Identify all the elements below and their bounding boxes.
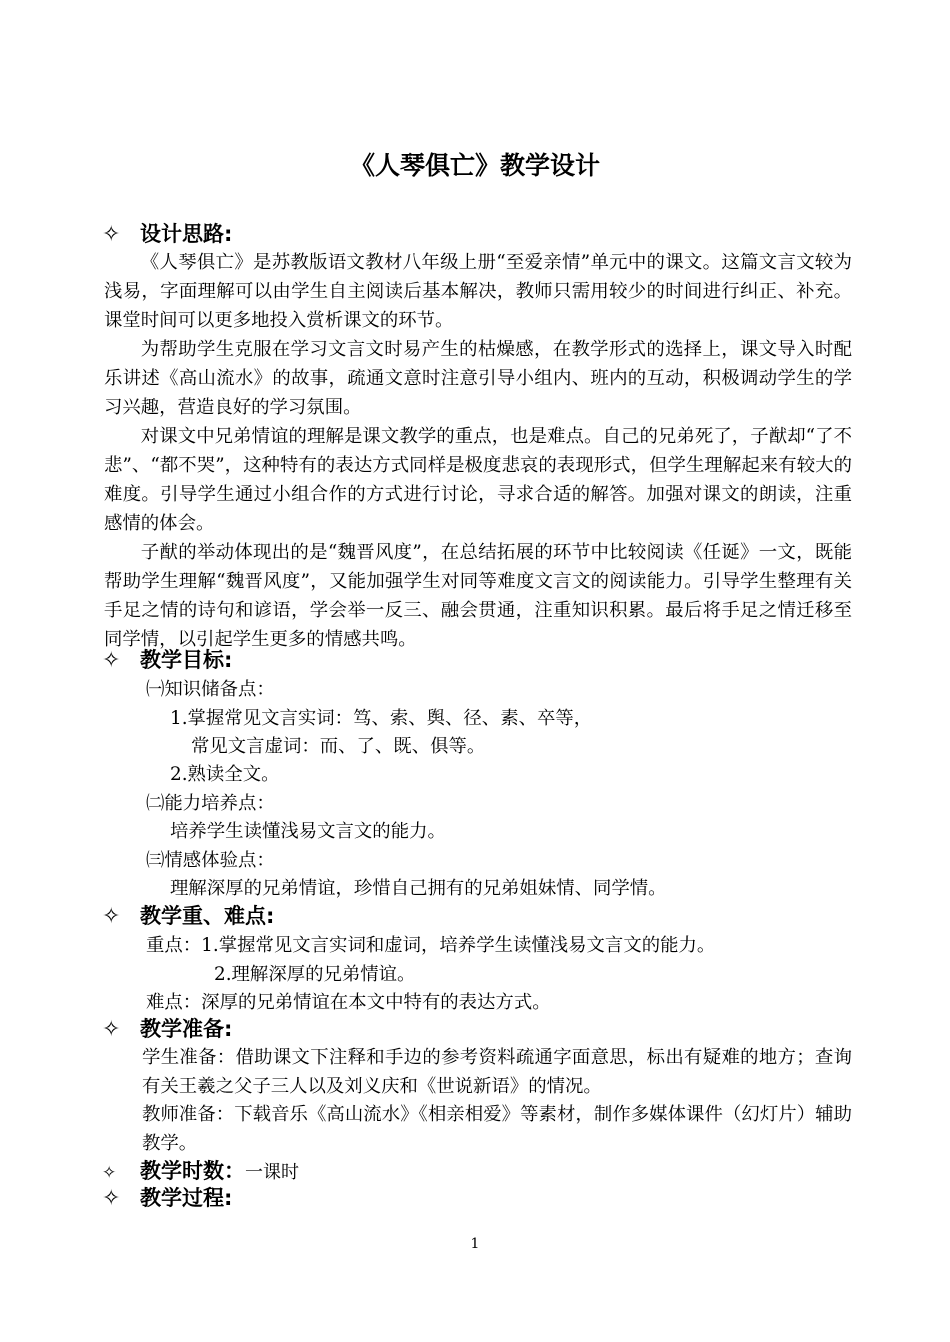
section-heading-goals — [102, 645, 232, 675]
design-paragraph: 为帮助学生克服在学习文言文时易产生的枯燥感，在教学形式的选择上，课文导入时配乐讲述《高山流水》的故事，疏通文意时注意引导小组内、班内的互动，积极调动学生的学习兴趣，营造良好的学习氛围。 — [104, 339, 852, 418]
student-prep: 学生准备：借助课文下注释和手边的参考资料疏通字面意思，标出有疑难的地方；查询有关王羲之父子三人以及刘义庆和《世说新语》的情况。 — [142, 1047, 852, 1097]
section-heading-keypoints — [102, 901, 274, 931]
diamond-bullet-icon: ✧ — [102, 904, 121, 929]
section-heading-label: 教学目标: — [140, 648, 233, 672]
section-heading-design — [102, 219, 232, 249]
emotion-text: 理解深厚的兄弟情谊，珍惜自己拥有的兄弟姐妹情、同学情。 — [170, 878, 667, 899]
hours-value: 一课时 — [245, 1162, 299, 1183]
section-heading-hours — [102, 1156, 299, 1186]
page-number: 1 — [470, 1236, 480, 1252]
design-paragraph: 对课文中兄弟情谊的理解是课文教学的重点，也是难点。自己的兄弟死了，子猷却“了不悲”、“都不哭”，这种特有的表达方式同样是极度悲哀的表现形式，但学生理解起来有较大的难度。引导学生通过小组合作的方式进行讨论，寻求合适的解答。加强对课文的朗读，注重感情的体会。 — [104, 426, 852, 534]
diamond-bullet-icon: ✧ — [102, 1186, 121, 1211]
section-heading-label: 教学时数： — [140, 1159, 245, 1183]
section-heading-label: 设计思路: — [140, 222, 233, 246]
section-heading-prep — [102, 1014, 232, 1044]
section-heading-label: 教学过程: — [140, 1186, 233, 1210]
emotion-label: ㈢情感体验点： — [146, 850, 275, 871]
section-heading-process — [102, 1183, 232, 1213]
key-point-item: 2.理解深厚的兄弟情谊。 — [214, 964, 416, 985]
diamond-bullet-icon: ✧ — [102, 648, 121, 673]
knowledge-item: 常见文言虚词：而、了、既、俱等。 — [191, 736, 486, 757]
diamond-bullet-icon: ✧ — [102, 1017, 121, 1042]
ability-text: 培养学生读懂浅易文言文的能力。 — [170, 821, 446, 842]
section-heading-label: 教学准备: — [140, 1017, 233, 1041]
document-title: 《人琴俱亡》教学设计 — [349, 151, 600, 180]
knowledge-item: 2.熟读全文。 — [170, 764, 280, 785]
ability-label: ㈡能力培养点： — [146, 793, 275, 814]
knowledge-label: ㈠知识储备点： — [146, 679, 275, 700]
diamond-bullet-icon: ✧ — [102, 222, 121, 247]
knowledge-item: 1.掌握常见文言实词：笃、索、舆、径、素、卒等， — [170, 708, 593, 729]
teacher-prep: 教师准备：下载音乐《高山流水》《相亲相爱》等素材，制作多媒体课件（幻灯片）辅助教学。 — [142, 1104, 852, 1154]
difficulty-item: 难点：深厚的兄弟情谊在本文中特有的表达方式。 — [146, 992, 551, 1013]
design-paragraph: 《人琴俱亡》是苏教版语文教材八年级上册“至爱亲情”单元中的课文。这篇文言文较为浅易，字面理解可以由学生自主阅读后基本解决，教师只需用较少的时间进行纠正、补充。课堂时间可以更多地投入赏析课文的环节。 — [104, 252, 852, 331]
design-paragraph: 子猷的举动体现出的是“魏晋风度”，在总结拓展的环节中比较阅读《任诞》一文，既能帮助学生理解“魏晋风度”，又能加强学生对同等难度文言文的阅读能力。引导学生整理有关手足之情的诗句和谚语，学会举一反三、融会贯通，注重知识积累。最后将手足之情迁移至同学情，以引起学生更多的情感共鸣。 — [104, 542, 852, 650]
diamond-bullet-icon: ✧ — [102, 1163, 117, 1183]
key-point-item: 重点：1.掌握常见文言实词和虚词，培养学生读懂浅易文言文的能力。 — [146, 935, 716, 956]
section-heading-label: 教学重、难点: — [140, 904, 275, 928]
